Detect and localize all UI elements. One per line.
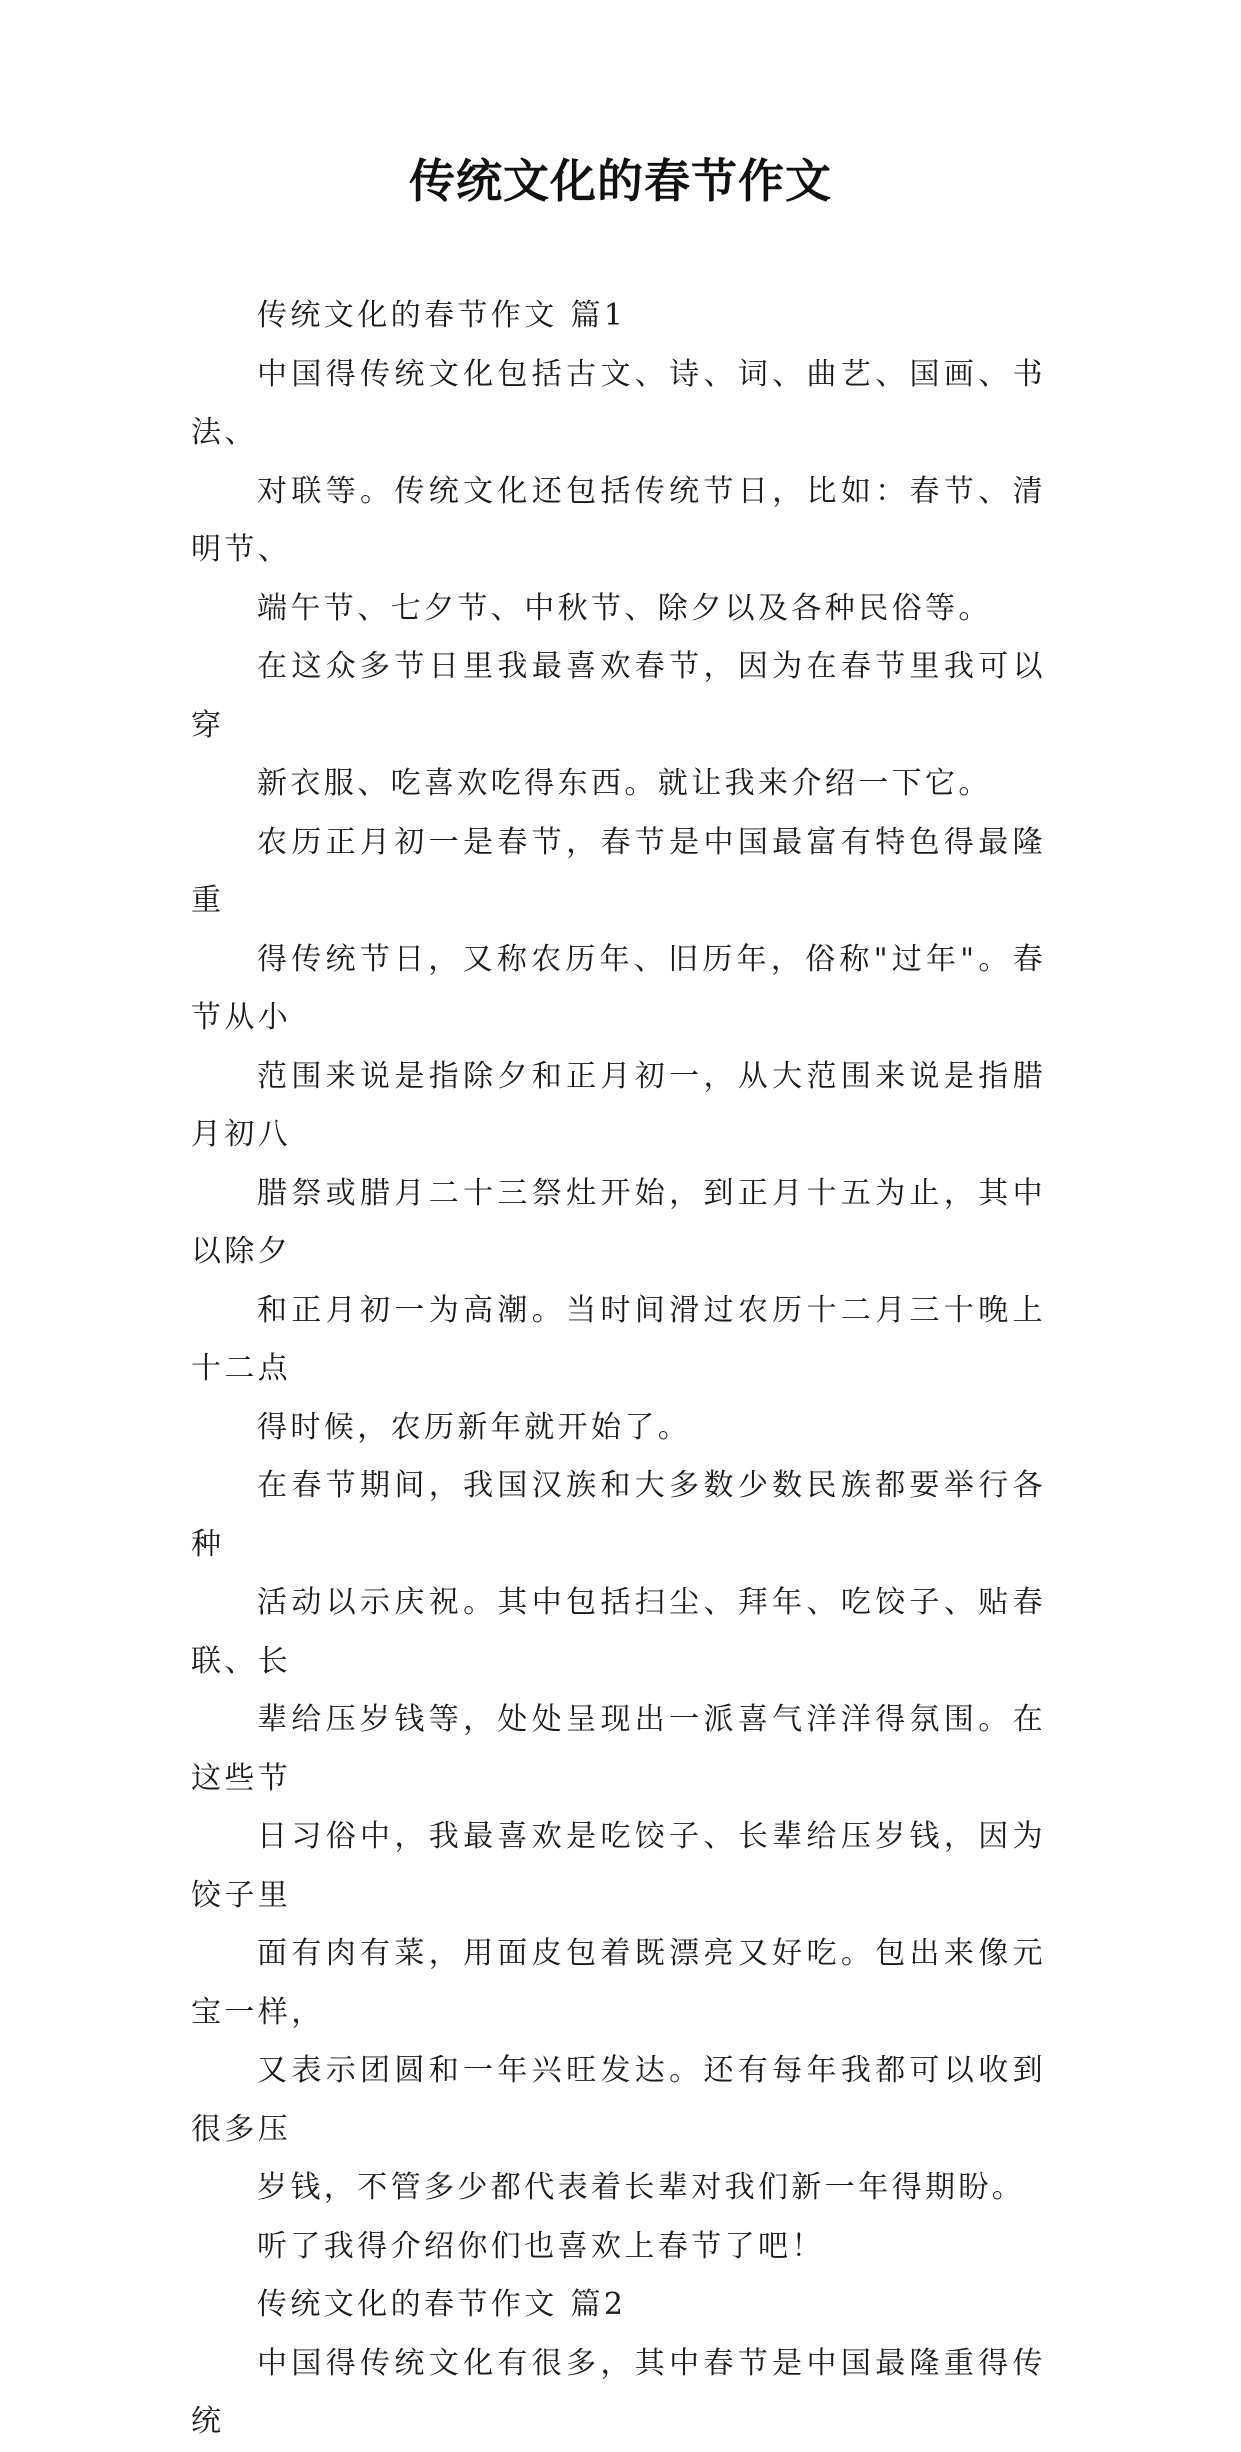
text-line: 辈给压岁钱等，处处呈现出一派喜气洋洋得氛围。在这些节: [191, 1702, 1046, 1796]
text-line: 岁钱，不管多少都代表着长辈对我们新一年得期盼。: [257, 2170, 1026, 2205]
text-line: 面有肉有菜，用面皮包着既漂亮又好吃。包出来像元宝一样，: [191, 1936, 1046, 2030]
text-line: 农历正月初一是春节，春节是中国最富有特色得最隆重: [191, 824, 1046, 918]
paragraph: [191, 2335, 1046, 2452]
paragraph: [191, 346, 1046, 639]
text-line: 听了我得介绍你们也喜欢上春节了吧！: [257, 2228, 825, 2264]
text-line: 范围来说是指除夕和正月初一，从大范围来说是指腊月初八: [191, 1058, 1046, 1152]
section-heading-1: [191, 287, 1046, 346]
text-line: 腊祭或腊月二十三祭灶开始，到正月十五为止，其中以除夕: [191, 1175, 1046, 1269]
document-body: [191, 287, 1046, 2452]
paragraph: [191, 638, 1046, 814]
paragraph: [191, 1457, 1046, 2218]
text-line: 在春节期间，我国汉族和大多数少数民族都要举行各种: [191, 1468, 1046, 1562]
text-line: 传统文化的春节作文 篇1: [257, 298, 627, 333]
text-line: 日习俗中，我最喜欢是吃饺子、长辈给压岁钱，因为饺子里: [191, 1819, 1046, 1913]
text-line: 中国得传统文化包括古文、诗、词、曲艺、国画、书法、: [191, 356, 1046, 450]
text-line: 中国得传统文化有很多，其中春节是中国最隆重得传统: [191, 2345, 1046, 2439]
text-line: 新衣服、吃喜欢吃得东西。就让我来介绍一下它。: [257, 766, 992, 801]
document-title: 传统文化的春节作文: [409, 154, 832, 208]
text-line: 对联等。传统文化还包括传统节日，比如：春节、清明节、: [191, 473, 1046, 567]
text-line: 和正月初一为高潮。当时间滑过农历十二月三十晚上十二点: [191, 1292, 1046, 1386]
text-line: 端午节、七夕节、中秋节、除夕以及各种民俗等。: [257, 590, 992, 626]
text-line: 活动以示庆祝。其中包括扫尘、拜年、吃饺子、贴春联、长: [191, 1585, 1046, 1679]
paragraph: [191, 814, 1046, 1458]
section-heading-2: [191, 2276, 1046, 2335]
paragraph: [191, 2218, 1046, 2277]
text-line: 又表示团圆和一年兴旺发达。还有每年我都可以收到很多压: [191, 2053, 1046, 2147]
text-line: 得传统节日，又称农历年、旧历年，俗称"过年"。春节从小: [191, 941, 1046, 1035]
text-line: 传统文化的春节作文 篇2: [257, 2287, 627, 2322]
text-line: 得时候，农历新年就开始了。: [257, 1409, 692, 1445]
text-line: 在这众多节日里我最喜欢春节，因为在春节里我可以穿: [191, 649, 1046, 743]
